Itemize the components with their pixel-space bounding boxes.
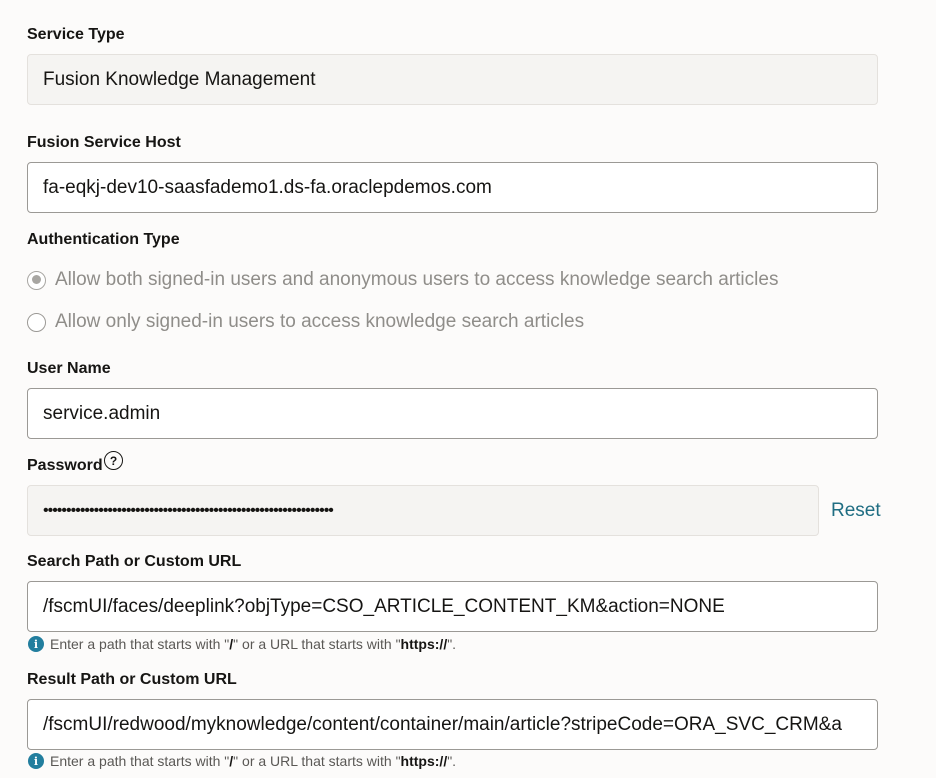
auth-option-both[interactable] xyxy=(27,269,778,291)
hint-text-pre: Enter a path that starts with " xyxy=(50,753,230,769)
search-path-value: /fscmUI/faces/deeplink?objType=CSO_ARTICLE_CONTENT_KM&action=NONE xyxy=(43,595,725,617)
result-path-label: Result Path or Custom URL xyxy=(27,671,237,688)
info-icon: i xyxy=(28,636,44,652)
search-path-label: Search Path or Custom URL xyxy=(27,553,242,570)
hint-text-post: ". xyxy=(447,753,457,769)
service-host-value: fa-eqkj-dev10-saasfademo1.ds-fa.oraclepdemos.com xyxy=(43,176,492,198)
hint-text-mid: " or a URL that starts with " xyxy=(233,753,401,769)
hint-slash: / xyxy=(229,636,234,652)
radio-unchecked-icon[interactable] xyxy=(27,313,46,332)
service-host-label: Fusion Service Host xyxy=(27,134,181,151)
info-icon: i xyxy=(28,753,44,769)
auth-option-signed-in[interactable] xyxy=(27,311,584,333)
hint-text-post: ". xyxy=(447,636,457,652)
radio-checked-icon[interactable] xyxy=(27,271,46,290)
result-path-value: /fscmUI/redwood/myknowledge/content/container/main/article?stripeCode=ORA_SVC_CRM&a xyxy=(43,713,842,735)
auth-option-signed-in-label: Allow only signed-in users to access knowledge search articles xyxy=(55,311,585,332)
user-name-label: User Name xyxy=(27,360,111,377)
question-circle-icon[interactable]: ? xyxy=(104,451,123,470)
auth-option-both-label: Allow both signed-in users and anonymous users to access knowledge search articles xyxy=(55,269,779,290)
service-type-value: Fusion Knowledge Management xyxy=(43,68,316,90)
result-path-hint xyxy=(28,753,456,769)
result-path-input[interactable] xyxy=(27,699,878,750)
hint-https: https:// xyxy=(400,636,448,652)
hint-text-pre: Enter a path that starts with " xyxy=(50,636,230,652)
hint-slash: / xyxy=(229,753,234,769)
service-type-label: Service Type xyxy=(27,26,125,43)
search-path-input[interactable] xyxy=(27,581,878,632)
service-host-input[interactable] xyxy=(27,162,878,213)
reset-password-link[interactable]: Reset xyxy=(831,500,881,521)
hint-https: https:// xyxy=(400,753,448,769)
user-name-value: service.admin xyxy=(43,402,161,424)
password-label: Password xyxy=(27,457,103,474)
password-input[interactable] xyxy=(27,485,819,536)
search-path-hint xyxy=(28,636,456,652)
service-type-field xyxy=(27,54,878,105)
hint-text-mid: " or a URL that starts with " xyxy=(233,636,401,652)
password-masked-value: ••••••••••••••••••••••••••••••••••••••••••••••••••••••••••••••• xyxy=(43,501,333,519)
user-name-input[interactable] xyxy=(27,388,878,439)
auth-type-label: Authentication Type xyxy=(27,231,180,248)
